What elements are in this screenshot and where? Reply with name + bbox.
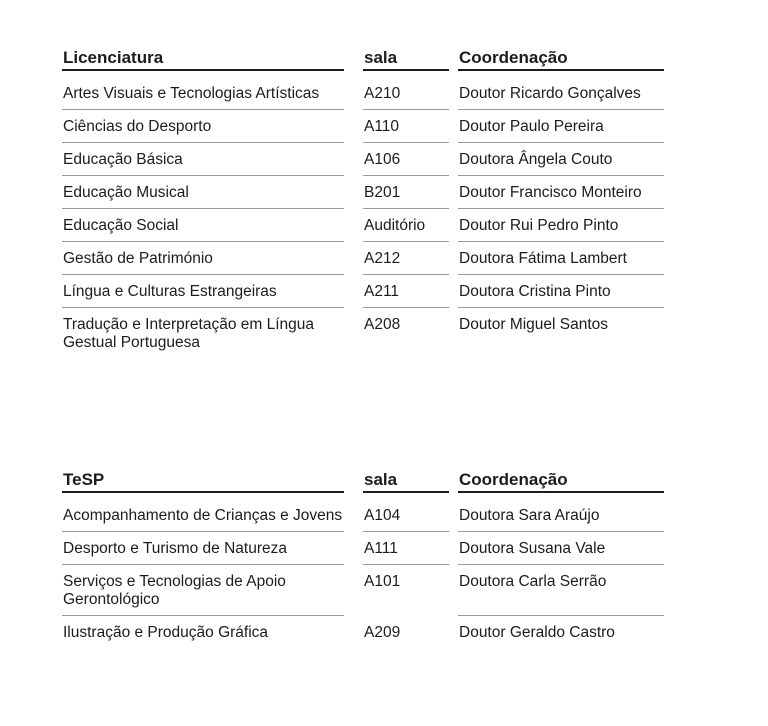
header-sala: sala (363, 466, 449, 492)
coordinator: Doutor Miguel Santos (459, 316, 609, 333)
coordinator: Doutora Susana Vale (458, 532, 664, 565)
course-name: Ciências do Desporto (62, 110, 344, 143)
coordinator: Doutora Fátima Lambert (458, 242, 664, 275)
room: A111 (363, 532, 449, 565)
coordinator: Doutor Ricardo Gonçalves (458, 77, 664, 110)
table-row (62, 532, 664, 565)
course-name: Língua e Culturas Estrangeiras (62, 275, 344, 308)
room: A212 (363, 242, 449, 275)
room: A104 (363, 499, 449, 532)
header-tesp: TeSP (62, 466, 344, 492)
table-row (62, 499, 664, 532)
coordinator: Doutor Rui Pedro Pinto (458, 209, 664, 242)
header-licenciatura: Licenciatura (62, 44, 344, 70)
course-name: Educação Musical (62, 176, 344, 209)
table-header-row (62, 466, 664, 492)
table-row (62, 616, 664, 649)
course-name: Tradução e Interpretação em Língua Gestual Portuguesa (63, 316, 315, 351)
header-sala: sala (363, 44, 449, 70)
tesp-table (62, 466, 664, 648)
room: A101 (364, 573, 401, 590)
room: A106 (363, 143, 449, 176)
header-coordenacao: Coordenação (458, 44, 664, 70)
room: A211 (363, 275, 449, 308)
table-row (62, 143, 664, 176)
coordinator: Doutora Cristina Pinto (458, 275, 664, 308)
table-header-row (62, 44, 664, 70)
table-row (62, 565, 664, 616)
header-coordenacao: Coordenação (458, 466, 664, 492)
table-row (62, 110, 664, 143)
course-name: Artes Visuais e Tecnologias Artísticas (62, 77, 344, 110)
room: A210 (363, 77, 449, 110)
coordinator: Doutor Francisco Monteiro (458, 176, 664, 209)
coordinator: Doutora Carla Serrão (458, 565, 664, 616)
course-name: Educação Básica (62, 143, 344, 176)
room: B201 (363, 176, 449, 209)
table-row (62, 242, 664, 275)
course-name: Acompanhamento de Crianças e Jovens (62, 499, 344, 532)
table-row (62, 176, 664, 209)
course-name: Gestão de Património (62, 242, 344, 275)
table-row (62, 209, 664, 242)
coordinator: Doutor Paulo Pereira (458, 110, 664, 143)
table-row (62, 308, 664, 359)
room: A110 (363, 110, 449, 143)
course-name: Desporto e Turismo de Natureza (62, 532, 344, 565)
course-name: Ilustração e Produção Gráfica (63, 624, 269, 641)
course-name: Educação Social (62, 209, 344, 242)
coordinator: Doutor Geraldo Castro (459, 624, 615, 641)
course-name: Serviços e Tecnologias de Apoio Gerontológico (62, 565, 344, 616)
table-row (62, 77, 664, 110)
room: A208 (364, 316, 401, 333)
coordinator: Doutora Sara Araújo (458, 499, 664, 532)
coordinator: Doutora Ângela Couto (458, 143, 664, 176)
room: A209 (364, 623, 401, 641)
licenciatura-table (62, 44, 664, 358)
room: Auditório (363, 209, 449, 242)
table-row (62, 275, 664, 308)
